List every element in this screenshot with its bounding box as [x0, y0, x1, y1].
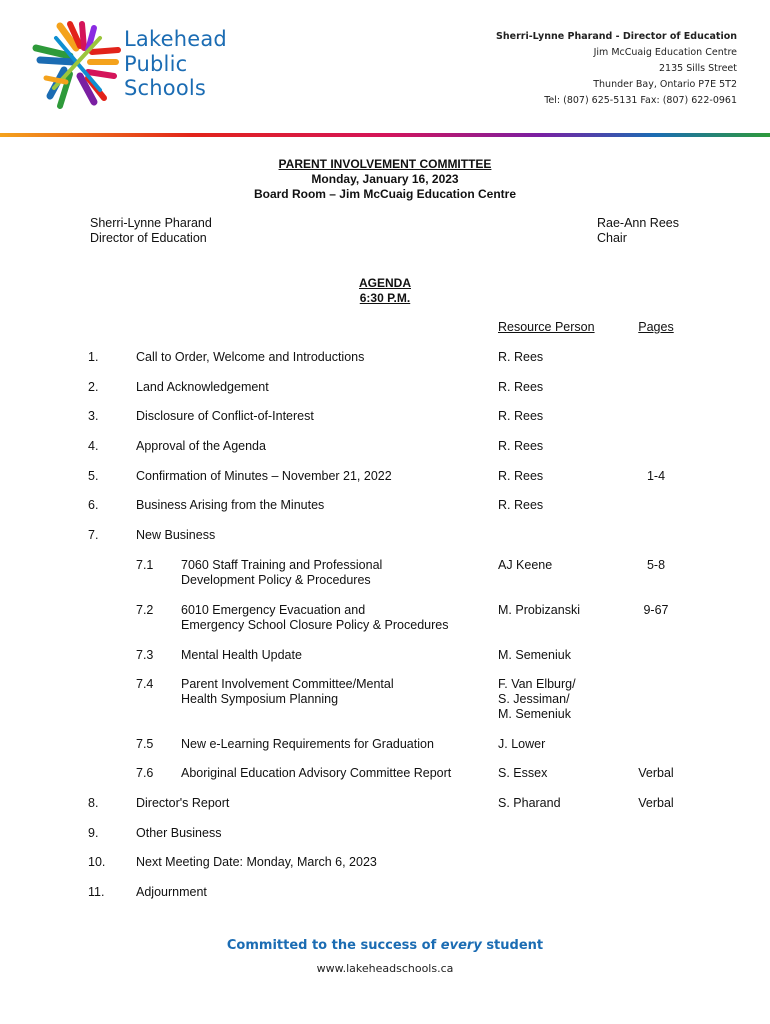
subitem-description-line: New e-Learning Requirements for Graduation: [181, 737, 434, 751]
item-description: New Business: [136, 528, 216, 542]
item-number: 9.: [88, 826, 99, 840]
item-description: Approval of the Agenda: [136, 439, 266, 453]
item-resource: R. Rees: [498, 380, 544, 394]
chair-name: Rae-Ann Rees: [597, 216, 679, 230]
contact-director: Sherri-Lynne Pharand - Director of Education: [496, 31, 737, 42]
subitem-number: 7.5: [136, 737, 154, 751]
agenda-heading: AGENDA: [358, 276, 411, 290]
footer-website-link[interactable]: www.lakeheadschools.ca: [316, 962, 454, 975]
item-description: Adjournment: [136, 885, 207, 899]
subitem-resource: S. Essex: [498, 766, 548, 780]
item-description: Land Acknowledgement: [136, 380, 269, 394]
subitem-pages: 9-67: [643, 603, 669, 617]
item-resource: R. Rees: [498, 409, 544, 423]
item-number: 1.: [88, 350, 99, 364]
subitem-pages: 5-8: [646, 558, 666, 572]
item-resource: S. Pharand: [498, 796, 561, 810]
item-description: Director's Report: [136, 796, 230, 810]
subitem-resource: M. Semeniuk: [498, 707, 571, 721]
item-number: 6.: [88, 498, 99, 512]
subitem-description-line: Development Policy & Procedures: [181, 573, 371, 587]
subitem-resource: J. Lower: [498, 737, 546, 751]
subitem-description-line: Aboriginal Education Advisory Committee Report: [181, 766, 452, 780]
item-description: Other Business: [136, 826, 222, 840]
subitem-pages: Verbal: [638, 766, 674, 780]
contact-city: Thunder Bay, Ontario P7E 5T2: [593, 79, 737, 90]
subitem-number: 7.3: [136, 648, 154, 662]
item-number: 8.: [88, 796, 99, 810]
lakehead-logo-icon: [30, 18, 122, 114]
column-header-pages: Pages: [638, 320, 674, 334]
item-pages: Verbal: [638, 796, 674, 810]
item-description: Confirmation of Minutes – November 21, 2022: [136, 469, 392, 483]
meeting-location: Board Room – Jim McCuaig Education Centre: [253, 187, 517, 201]
subitem-description-line: 6010 Emergency Evacuation and: [181, 603, 366, 617]
subitem-description-line: Parent Involvement Committee/Mental: [181, 677, 394, 691]
item-number: 5.: [88, 469, 99, 483]
subitem-resource: M. Probizanski: [498, 603, 580, 617]
subitem-resource: S. Jessiman/: [498, 692, 570, 706]
item-resource: R. Rees: [498, 498, 544, 512]
subitem-number: 7.1: [136, 558, 154, 572]
logo-text-line-1: Lakehead: [124, 27, 227, 51]
item-description: Call to Order, Welcome and Introductions: [136, 350, 365, 364]
logo-text-line-2: Public: [124, 52, 188, 76]
item-description: Next Meeting Date: Monday, March 6, 2023: [136, 855, 377, 869]
subitem-resource: F. Van Elburg/: [498, 677, 576, 691]
chair-role: Chair: [597, 231, 627, 245]
subitem-description-line: Mental Health Update: [181, 648, 302, 662]
item-description: Business Arising from the Minutes: [136, 498, 325, 512]
contact-building: Jim McCuaig Education Centre: [593, 47, 737, 58]
item-pages: 1-4: [646, 469, 666, 483]
footer-slogan: Committed to the success of every student: [226, 938, 544, 953]
logo-text-line-3: Schools: [124, 76, 207, 100]
item-number: 10.: [88, 855, 106, 869]
contact-street: 2135 Sills Street: [659, 63, 737, 74]
item-number: 11.: [88, 885, 105, 899]
item-resource: R. Rees: [498, 350, 544, 364]
subitem-resource: AJ Keene: [498, 558, 553, 572]
subitem-number: 7.2: [136, 603, 154, 617]
director-role: Director of Education: [90, 231, 207, 245]
subitem-number: 7.6: [136, 766, 154, 780]
subitem-description-line: Emergency School Closure Policy & Procedures: [181, 618, 449, 632]
subitem-description-line: Health Symposium Planning: [181, 692, 339, 706]
contact-phone-fax: Tel: (807) 625-5131 Fax: (807) 622-0961: [544, 95, 737, 106]
director-name: Sherri-Lynne Pharand: [90, 216, 212, 230]
header-divider: [0, 133, 770, 137]
item-resource: R. Rees: [498, 469, 544, 483]
item-resource: R. Rees: [498, 439, 544, 453]
subitem-resource: M. Semeniuk: [498, 648, 571, 662]
item-number: 7.: [88, 528, 99, 542]
item-number: 2.: [88, 380, 99, 394]
item-number: 3.: [88, 409, 99, 423]
item-number: 4.: [88, 439, 99, 453]
committee-title: PARENT INVOLVEMENT COMMITTEE: [278, 157, 492, 171]
item-description: Disclosure of Conflict-of-Interest: [136, 409, 314, 423]
subitem-description-line: 7060 Staff Training and Professional: [181, 558, 383, 572]
meeting-date: Monday, January 16, 2023: [311, 172, 459, 186]
column-header-resource: Resource Person: [498, 320, 595, 334]
agenda-time: 6:30 P.M.: [359, 291, 411, 305]
subitem-number: 7.4: [136, 677, 154, 691]
